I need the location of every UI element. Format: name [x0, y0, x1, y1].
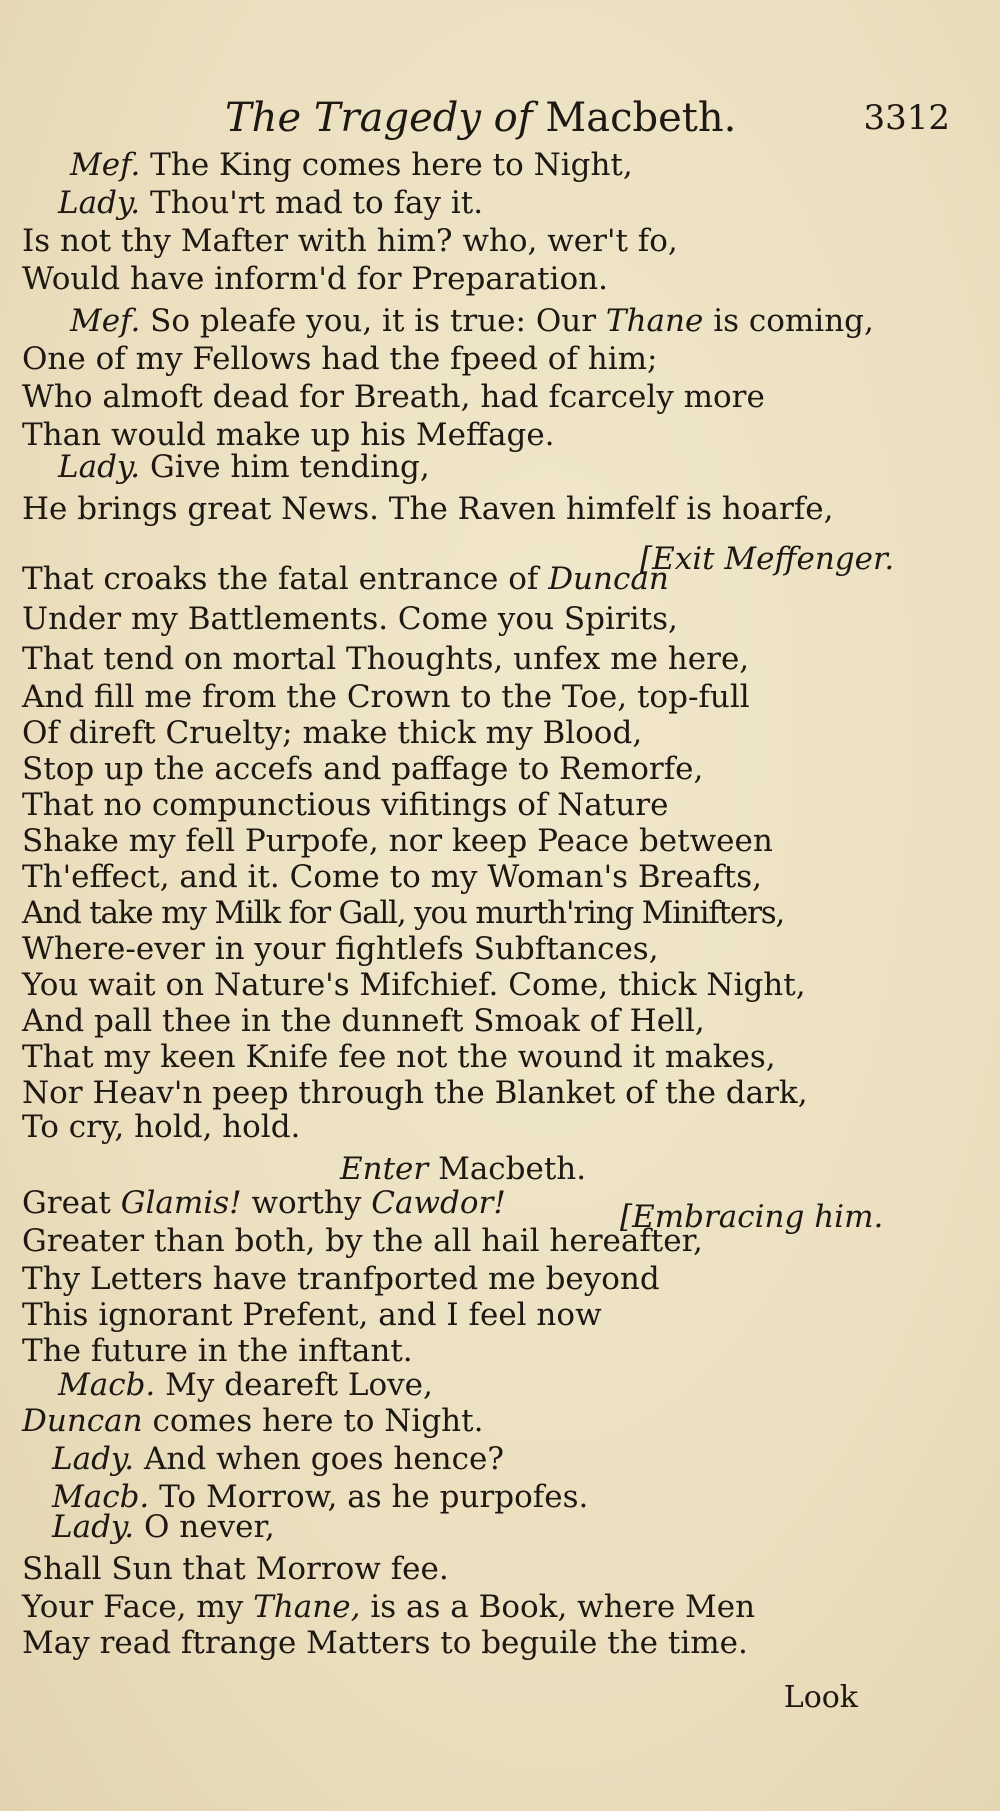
text-line — [22, 1550, 449, 1588]
text-line — [22, 822, 773, 860]
line-text: My deareft Love, — [165, 1367, 433, 1403]
header-title-main: Macbeth. — [545, 95, 737, 141]
line-text: Thou'rt mad to fay it. — [150, 185, 484, 221]
line-text: You wait on Nature's Mifchief. Come, thick Night, — [22, 967, 806, 1003]
text-line — [22, 1332, 413, 1370]
catchword: Look — [783, 1680, 858, 1715]
text-line — [22, 1402, 483, 1440]
running-header — [225, 88, 960, 148]
text-line — [22, 966, 806, 1004]
line-text: Thy Letters have tranfported me beyond — [22, 1261, 660, 1297]
line-text: That croaks the fatal entrance of — [22, 561, 539, 597]
text-line — [22, 1588, 755, 1626]
text-line — [22, 340, 657, 378]
speaker-label: Macb. — [58, 1367, 156, 1403]
text-line — [22, 1038, 776, 1076]
header-title-italic: The Tragedy of — [225, 95, 533, 141]
text-line — [22, 1108, 300, 1146]
entrance-line — [340, 1150, 586, 1188]
line-text: To Morrow, as he purpofes. — [159, 1479, 589, 1515]
line-text: Than would make up his Meffage. — [22, 417, 555, 453]
line-text: Great — [22, 1185, 111, 1221]
text-line — [22, 714, 642, 752]
text-line — [22, 640, 749, 678]
text-line — [22, 560, 669, 598]
text-line — [22, 260, 608, 298]
text-line — [22, 1184, 506, 1222]
speaker-label: Lady. — [58, 449, 141, 485]
text-line — [22, 930, 659, 968]
line-text: O never, — [144, 1509, 275, 1545]
line-text: And fill me from the Crown to the Toe, top-full — [22, 679, 750, 715]
text-line — [22, 786, 668, 824]
line-tail: comes here to Night. — [152, 1403, 484, 1439]
line-text: One of my Fellows had the fpeed of him; — [22, 341, 658, 377]
text-line — [52, 1440, 504, 1478]
text-line — [22, 490, 833, 528]
stage-direction: [Exit Meffenger. — [640, 541, 895, 577]
line-text: And when goes hence? — [144, 1441, 504, 1477]
line-tail: is as a Book, where Men — [370, 1589, 756, 1625]
text-line — [22, 678, 750, 716]
line-text: He brings great News. The Raven himfelf is hoarfe, — [22, 491, 834, 527]
line-text: Where-ever in your fightlefs Subftances, — [22, 931, 659, 967]
line-text: So pleafe you, it is true: Our — [150, 303, 597, 339]
speaker-label: Lady. — [52, 1441, 135, 1477]
text-line — [22, 1222, 703, 1260]
line-text: And pall thee in the dunneft Smoak of Hell, — [22, 1003, 705, 1039]
line-emphasis: Glamis! — [120, 1185, 242, 1221]
line-text: The King comes here to Night, — [150, 147, 633, 183]
text-line — [22, 858, 762, 896]
text-line — [22, 222, 678, 260]
speaker-label: Mef. — [70, 147, 141, 183]
line-text: Would have inform'd for Preparation. — [22, 261, 608, 297]
line-text: This ignorant Prefent, and I feel now — [22, 1297, 602, 1333]
line-text: Th'effect, and it. Come to my Woman's Breafts, — [22, 859, 763, 895]
line-text: That no compunctious vifitings of Nature — [22, 787, 669, 823]
line-text: Of direft Cruelty; make thick my Blood, — [22, 715, 643, 751]
speaker-label: Lady. — [58, 185, 141, 221]
line-text: Give him tending, — [150, 449, 430, 485]
entrance-name: Macbeth. — [438, 1151, 587, 1187]
stage-direction: [Embracing him. — [620, 1199, 884, 1235]
text-line — [70, 302, 874, 340]
text-line — [22, 1624, 748, 1662]
line-text: Greater than both, by the all hail hereafter, — [22, 1223, 703, 1259]
line-text: Shake my fell Purpofe, nor keep Peace between — [22, 823, 773, 859]
line-text: To cry, hold, hold. — [22, 1109, 301, 1145]
line-text: Your Face, my — [22, 1589, 244, 1625]
line-text: May read ftrange Matters to beguile the time. — [22, 1625, 748, 1661]
text-line — [58, 184, 483, 222]
line-tail: worthy — [251, 1185, 362, 1221]
line-text: Shall Sun that Morrow fee. — [22, 1551, 449, 1587]
text-line — [22, 750, 703, 788]
text-line — [22, 378, 765, 416]
line-text: Who almoft dead for Breath, had fcarcely more — [22, 379, 765, 415]
line-emphasis: Thane — [605, 303, 704, 339]
line-emphasis: Duncan — [22, 1403, 143, 1439]
text-line — [22, 1002, 705, 1040]
text-line — [22, 1074, 808, 1112]
line-emphasis: Duncan — [548, 561, 669, 597]
line-text: The future in the inftant. — [22, 1333, 413, 1369]
line-text: Stop up the accefs and paffage to Remorfe, — [22, 751, 704, 787]
line-text: That tend on mortal Thoughts, unfex me here, — [22, 641, 750, 677]
line-text: Nor Heav'n peep through the Blanket of the dark, — [22, 1075, 808, 1111]
line-text: And take my Milk for Gall, you murth'ring Minifters, — [22, 895, 785, 931]
text-line — [58, 448, 430, 486]
line-tail: is coming, — [713, 303, 874, 339]
line-text: Is not thy Mafter with him? who, wer't fo, — [22, 223, 678, 259]
line-emphasis: Thane, — [253, 1589, 361, 1625]
text-line — [22, 600, 678, 638]
speaker-label: Lady. — [52, 1509, 135, 1545]
page-number: 3312 — [863, 98, 950, 138]
text-line — [70, 146, 633, 184]
text-line — [58, 1366, 433, 1404]
line-text: That my keen Knife fee not the wound it makes, — [22, 1039, 776, 1075]
speaker-label: Macb. — [52, 1479, 150, 1515]
entrance-label: Enter — [340, 1151, 429, 1187]
line-text: Under my Battlements. Come you Spirits, — [22, 601, 678, 637]
line-emphasis-2: Cawdor! — [371, 1185, 506, 1221]
text-line — [22, 1296, 602, 1334]
text-line — [22, 894, 784, 932]
text-line — [22, 1260, 660, 1298]
text-line — [52, 1508, 275, 1546]
speaker-label: Mef. — [70, 303, 141, 339]
